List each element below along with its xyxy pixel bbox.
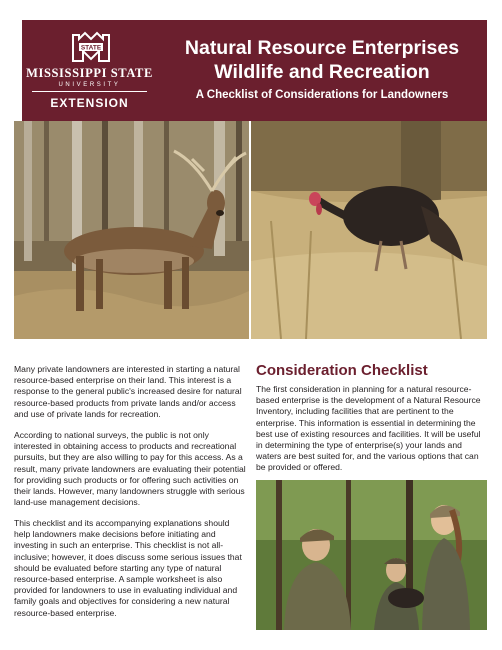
checklist-note-paragraph: This checklist and its accompanying explanations should help landowners make decisions before initiating and investing in such an enterprise. This checklist is not all-inclusive; however, it does discuss some serious issues that should be evaluated before starting any type of natural resource-based enterprise. A sample worksheet is also provided for landowners to use in evaluating individual and family goals and objectives for considering a new natural resource-based enterprise. [14, 518, 242, 618]
logo-university-name: MISSISSIPPI STATE [26, 66, 153, 80]
document-subtitle: A Checklist of Considerations for Landowners [195, 89, 449, 101]
extension-logo[interactable] [22, 20, 157, 121]
header-banner [22, 20, 487, 121]
landowners-photo [256, 480, 487, 630]
checklist-paragraph: The first consideration in planning for a natural resource-based enterprise is the development of a Natural Resource Inventory, including facilities that are pertinent to the enterprise. This information is essential in determining the best use of existing resources and facilities. It will be useful in determining the type of enterprise(s) your lands and waters are best suited for, and the various options that can be provided or offered. [256, 384, 481, 473]
deer-photo [14, 121, 249, 339]
survey-paragraph: According to national surveys, the public is not only interested in obtaining access to products and recreational pursuits, but they are also willing to pay for this access. As a result, many private landowners are evaluating their potential for providing such products or for offering such activities on their lands. However, many landowners struggle with serious land-use management decisions. [14, 430, 246, 508]
logo-mark-text: STATE [80, 44, 102, 52]
logo-university-label: UNIVERSITY [58, 82, 121, 88]
document-title-line1: Natural Resource Enterprises [184, 37, 460, 59]
logo-divider [32, 91, 147, 92]
intro-paragraph: Many private landowners are interested in starting a natural resource-based enterprise on their land. This interest is a response to the general public's increased desire for natural resource-based products from private lands and/or access and use of private lands for recreation. [14, 364, 242, 419]
document-title-line2: Wildlife and Recreation [214, 61, 430, 83]
turkey-photo [251, 121, 487, 339]
checklist-heading: Consideration Checklist [256, 362, 428, 379]
msu-logo-mark-icon [71, 31, 111, 65]
logo-extension-label: EXTENSION [50, 96, 129, 110]
